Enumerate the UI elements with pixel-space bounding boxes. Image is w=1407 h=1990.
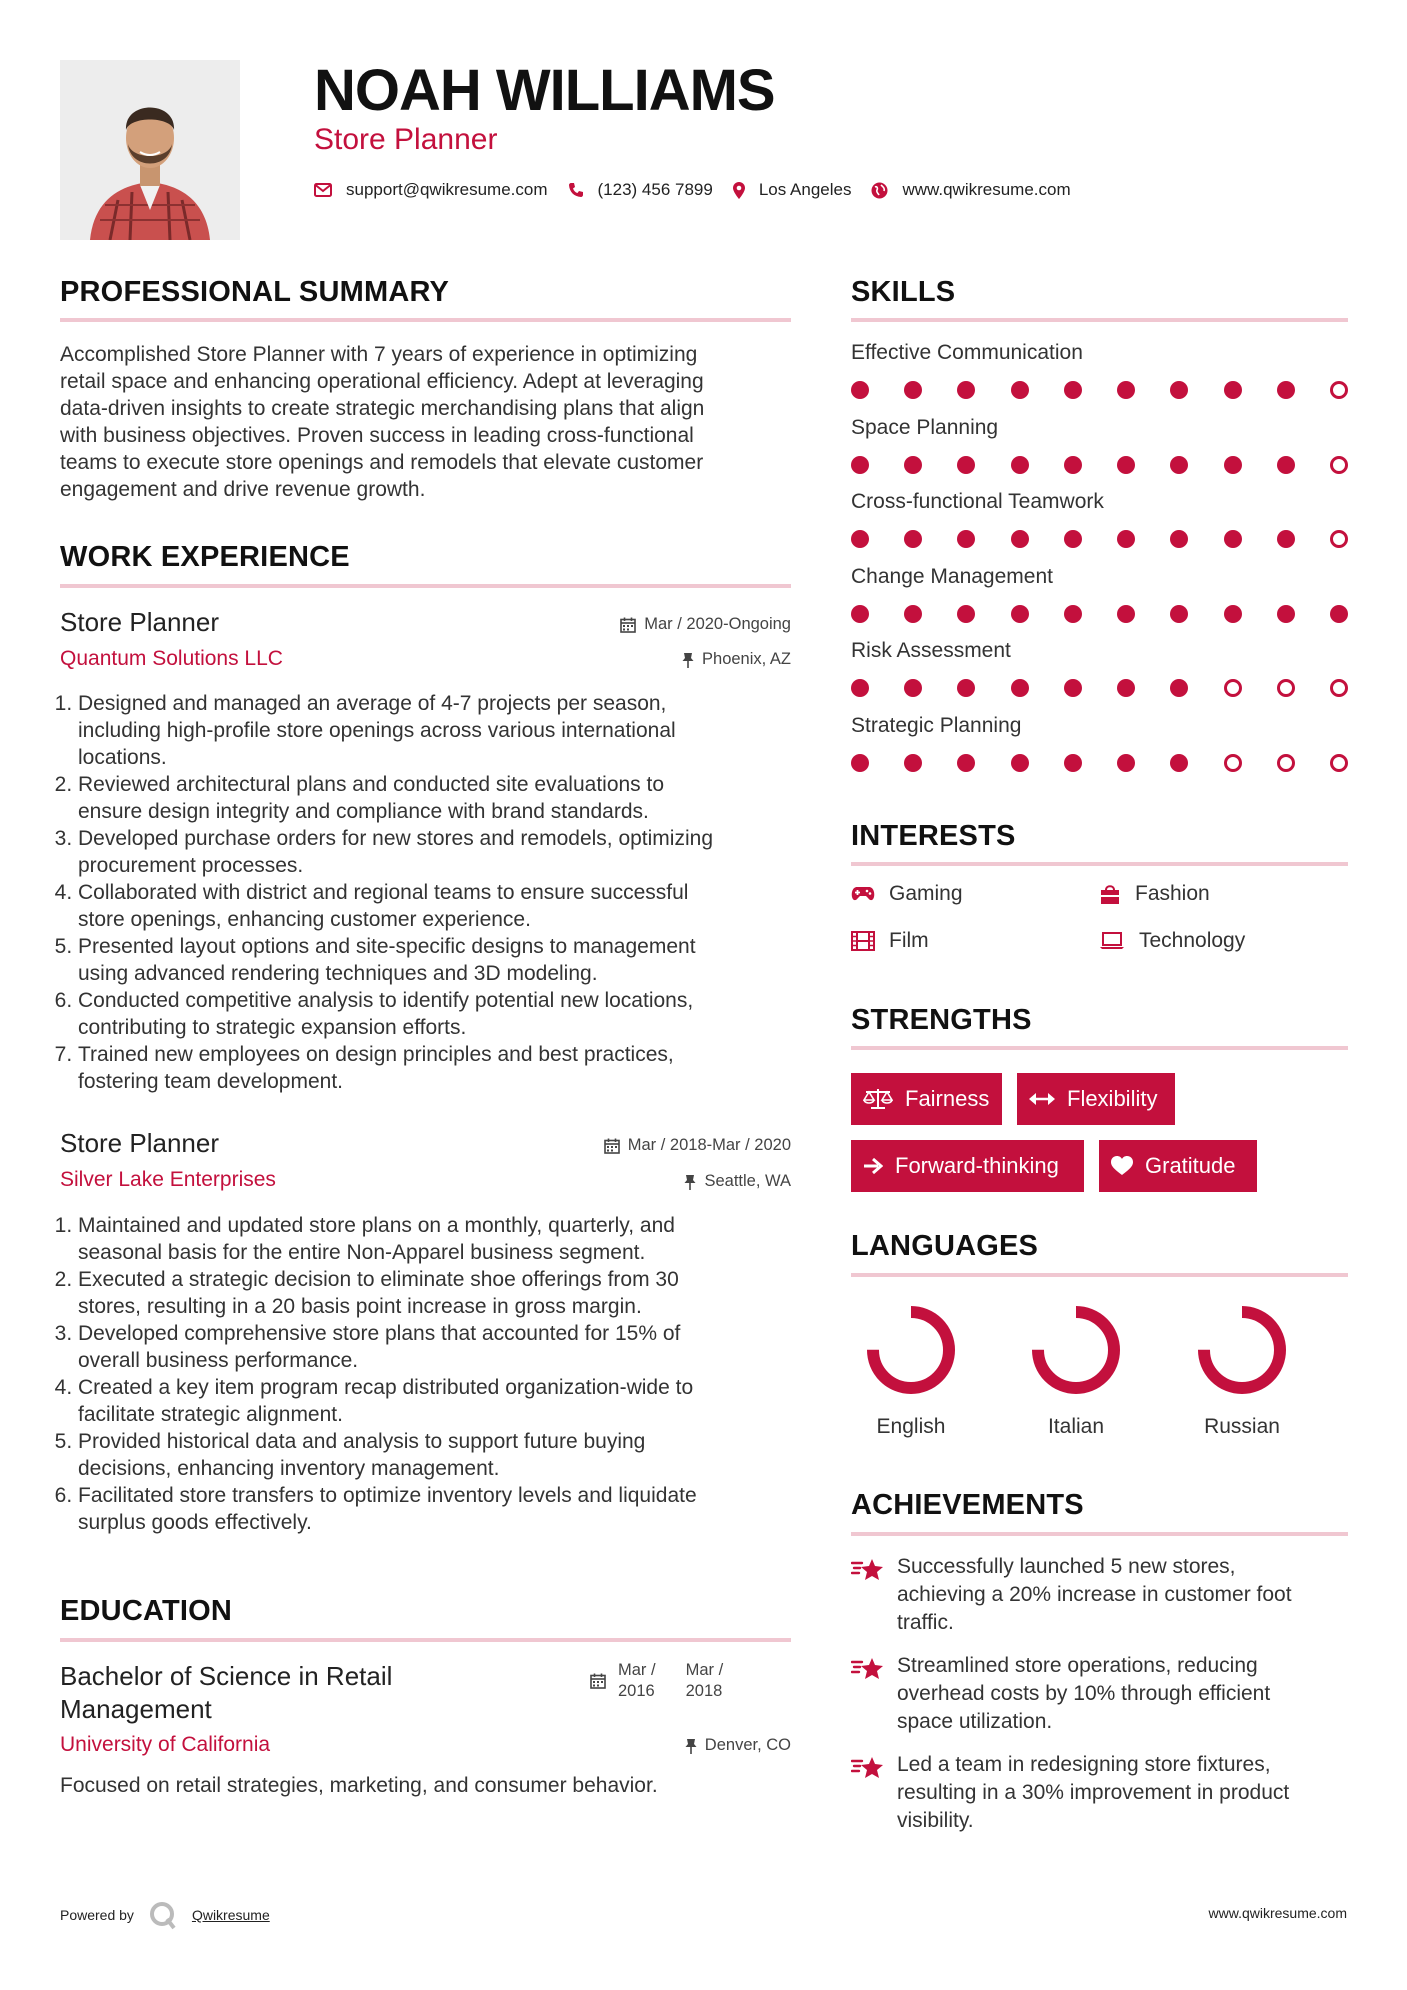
calendar-icon [604, 1138, 620, 1154]
rating-dot-empty [1330, 679, 1348, 697]
pushpin-icon [684, 1174, 696, 1190]
skill-rating [851, 605, 1348, 623]
job-location-text: Seattle, WA [704, 1172, 791, 1190]
rating-dot-filled [1224, 381, 1242, 399]
rating-dot-filled [1170, 456, 1188, 474]
list-item: 3. Developed comprehensive store plans that accounted for 15% of overall business performance. [78, 1320, 800, 1374]
contact-bar [314, 176, 1091, 204]
achievement-item [851, 1652, 1270, 1736]
achievement-line: Successfully launched 5 new stores, [897, 1555, 1236, 1578]
achievement-item [851, 1553, 1292, 1637]
strength-label: Fairness [905, 1086, 990, 1111]
contact-location [733, 180, 852, 200]
skill-rating [851, 381, 1348, 399]
rating-dot-filled [904, 679, 922, 697]
language-level-arc [1038, 1312, 1114, 1388]
footer-url[interactable]: www.qwikresume.com [1208, 1905, 1347, 1921]
rating-dot-empty [1277, 679, 1295, 697]
language-level-ring [861, 1300, 961, 1400]
job-dates-text: Mar / 2018-Mar / 2020 [627, 1136, 791, 1154]
qwikresume-logo-icon [148, 1900, 178, 1930]
job-location [684, 1172, 791, 1191]
contact-email[interactable] [314, 180, 548, 200]
summary-line: engagement and drive revenue growth. [60, 478, 426, 501]
job-title: Store Planner [60, 607, 219, 637]
envelope-icon [314, 183, 332, 197]
rating-dot-filled [1011, 381, 1029, 399]
rating-dot-filled [1170, 381, 1188, 399]
summary-title: PROFESSIONAL SUMMARY [60, 276, 450, 308]
language-level-arc [1204, 1312, 1280, 1388]
achievement-line: traffic. [897, 1611, 954, 1634]
language-name: English [876, 1415, 946, 1438]
school-name: University of California [60, 1733, 271, 1756]
contact-website[interactable] [871, 180, 1070, 200]
achievements-divider [851, 1532, 1348, 1536]
gamepad-icon [851, 886, 875, 902]
degree-line: Management [60, 1694, 212, 1724]
experience-divider [60, 584, 791, 588]
experience-title: WORK EXPERIENCE [60, 541, 350, 573]
company-name: Quantum Solutions LLC [60, 647, 283, 670]
achievement-line: Led a team in redesigning store fixtures, [897, 1753, 1271, 1776]
start-month: Mar / [618, 1661, 656, 1679]
list-item: 3. Developed purchase orders for new stores and remodels, optimizing procurement processes. [78, 825, 800, 879]
film-icon [851, 931, 875, 951]
rating-dot-empty [1330, 381, 1348, 399]
interest-label: Technology [1139, 929, 1246, 952]
summary-line: Accomplished Store Planner with 7 years of experience in optimizing [60, 343, 698, 366]
strength-label: Gratitude [1145, 1153, 1236, 1178]
job-dates [620, 615, 791, 634]
rating-dot-filled [1011, 456, 1029, 474]
rating-dot-filled [1170, 605, 1188, 623]
language-name: Russian [1204, 1415, 1280, 1438]
rating-dot-filled [904, 530, 922, 548]
education-dates [590, 1660, 723, 1702]
rating-dot-empty [1277, 754, 1295, 772]
globe-icon [871, 182, 888, 199]
interest-item [851, 929, 929, 953]
interest-item [1099, 929, 1245, 953]
phone-icon [568, 182, 584, 198]
rating-dot-empty [1224, 679, 1242, 697]
job-location-text: Phoenix, AZ [702, 650, 791, 668]
heart-icon [1111, 1156, 1133, 1176]
rating-dot-filled [851, 605, 869, 623]
arrows-horizontal-icon [1029, 1092, 1055, 1106]
rating-dot-filled [851, 530, 869, 548]
summary-line: data-driven insights to create strategic merchandising plans that align [60, 397, 705, 420]
strengths-divider [851, 1046, 1348, 1050]
job-dates-text: Mar / 2020-Ongoing [644, 615, 791, 633]
languages-title: LANGUAGES [851, 1230, 1039, 1262]
rating-dot-filled [1170, 754, 1188, 772]
rating-dot-filled [1117, 530, 1135, 548]
candidate-role: Store Planner [314, 123, 498, 156]
rating-dot-filled [957, 381, 975, 399]
list-item: 1. Maintained and updated store plans on a monthly, quarterly, and seasonal basis for the entire Non-Apparel business segment. [78, 1212, 800, 1266]
profile-photo [60, 60, 240, 240]
job-title: Store Planner [60, 1128, 219, 1158]
list-item: 2. Executed a strategic decision to eliminate shoe offerings from 30 stores, resulting in a 20 basis point increase in gross margin. [78, 1266, 800, 1320]
list-item: 4. Collaborated with district and regional teams to ensure successful store openings, enhancing customer experience. [78, 879, 800, 933]
rating-dot-filled [851, 456, 869, 474]
languages-divider [851, 1273, 1348, 1277]
rating-dot-filled [1117, 679, 1135, 697]
pushpin-icon [685, 1738, 697, 1754]
skill-name: Strategic Planning [851, 713, 1022, 737]
company-name: Silver Lake Enterprises [60, 1168, 276, 1191]
interest-label: Gaming [889, 882, 963, 905]
rating-dot-filled [1117, 605, 1135, 623]
interest-item [1099, 882, 1210, 906]
rating-dot-filled [1011, 679, 1029, 697]
job-bullets [60, 1212, 800, 1536]
rating-dot-filled [1064, 754, 1082, 772]
rating-dot-filled [1224, 530, 1242, 548]
list-item: 6. Conducted competitive analysis to identify potential new locations, contributing to strategic expansion efforts. [78, 987, 800, 1041]
skill-name: Change Management [851, 564, 1053, 588]
rating-dot-filled [1064, 456, 1082, 474]
rating-dot-empty [1330, 456, 1348, 474]
rating-dot-filled [904, 754, 922, 772]
skills-divider [851, 318, 1348, 322]
rating-dot-filled [1117, 456, 1135, 474]
rating-dot-filled [1277, 530, 1295, 548]
skills-title: SKILLS [851, 276, 956, 308]
interests-title: INTERESTS [851, 820, 1016, 852]
brand-link[interactable]: Qwikresume [191, 1907, 270, 1923]
achievement-line: visibility. [897, 1809, 974, 1832]
rating-dot-filled [904, 456, 922, 474]
rating-dot-empty [1330, 754, 1348, 772]
rating-dot-filled [957, 679, 975, 697]
arrow-right-icon [863, 1157, 883, 1175]
list-item: 5. Presented layout options and site-specific designs to management using advanced rendering techniques and 3D modeling. [78, 933, 800, 987]
rating-dot-filled [957, 605, 975, 623]
strength-tag [851, 1140, 1084, 1192]
shooting-star-icon [851, 1654, 885, 1684]
end-year: 2018 [685, 1682, 723, 1700]
rating-dot-filled [1330, 605, 1348, 623]
summary-line: teams to execute store openings and remodels that elevate customer [60, 451, 704, 474]
list-item: 1. Designed and managed an average of 4-7 projects per season, including high-profile store openings across various international locations. [78, 690, 800, 771]
skill-name: Effective Communication [851, 341, 1083, 364]
rating-dot-empty [1330, 530, 1348, 548]
achievement-line: overhead costs by 10% through efficient [897, 1682, 1271, 1705]
education-divider [60, 1638, 791, 1642]
rating-dot-filled [957, 754, 975, 772]
rating-dot-filled [1064, 530, 1082, 548]
map-pin-icon [733, 182, 745, 199]
summary-line: with business objectives. Proven success in leading cross-functional [60, 424, 694, 447]
rating-dot-empty [1224, 754, 1242, 772]
language-name: Italian [1047, 1415, 1105, 1438]
skill-rating [851, 679, 1348, 697]
powered-by-text: Powered by [60, 1907, 134, 1923]
list-item: 4. Created a key item program recap distributed organization-wide to facilitate strategic alignment. [78, 1374, 800, 1428]
interest-item [851, 882, 963, 906]
job-bullets [60, 690, 800, 1095]
summary-divider [60, 318, 791, 322]
degree-name [60, 1660, 392, 1726]
rating-dot-filled [1170, 530, 1188, 548]
rating-dot-filled [1011, 754, 1029, 772]
phone-text: (123) 456 7899 [597, 180, 713, 199]
education-title: EDUCATION [60, 1595, 233, 1627]
rating-dot-filled [1117, 381, 1135, 399]
rating-dot-filled [1277, 605, 1295, 623]
rating-dot-filled [904, 381, 922, 399]
skill-rating [851, 530, 1348, 548]
skill-name: Risk Assessment [851, 639, 1011, 662]
language-level-arc [873, 1312, 949, 1388]
rating-dot-filled [957, 530, 975, 548]
end-month: Mar / [685, 1661, 724, 1679]
strength-tag [1017, 1073, 1175, 1125]
interests-divider [851, 862, 1348, 866]
skill-name: Space Planning [851, 415, 999, 439]
pushpin-icon [682, 652, 694, 668]
strength-label: Flexibility [1067, 1086, 1158, 1111]
strength-tag [1099, 1140, 1257, 1192]
degree-line: Bachelor of Science in Retail [60, 1661, 393, 1691]
achievement-line: achieving a 20% increase in customer foot [897, 1583, 1292, 1606]
laptop-icon [1099, 932, 1125, 950]
achievement-line: resulting in a 30% improvement in product [897, 1781, 1290, 1804]
skill-rating [851, 456, 1348, 474]
rating-dot-filled [1277, 381, 1295, 399]
language-level-ring [1192, 1300, 1292, 1400]
start-year: 2016 [618, 1682, 655, 1700]
shooting-star-icon [851, 1555, 885, 1585]
shooting-star-icon [851, 1753, 885, 1783]
contact-phone[interactable] [568, 180, 713, 200]
summary-line: retail space and enhancing operational efficiency. Adept at leveraging [60, 370, 704, 393]
education-location [685, 1736, 791, 1755]
email-text: support@qwikresume.com [346, 180, 548, 199]
balance-scale-icon [863, 1088, 893, 1110]
rating-dot-filled [851, 381, 869, 399]
interest-label: Film [889, 929, 929, 952]
skill-rating [851, 754, 1348, 772]
summary-text [60, 341, 791, 503]
candidate-name: NOAH WILLIAMS [314, 58, 775, 123]
location-text: Los Angeles [758, 180, 852, 199]
rating-dot-filled [1277, 456, 1295, 474]
footer-powered-by [60, 1900, 270, 1930]
rating-dot-filled [1011, 605, 1029, 623]
strength-label: Forward-thinking [895, 1153, 1059, 1178]
list-item: 6. Facilitated store transfers to optimize inventory levels and liquidate surplus goods effectively. [78, 1482, 800, 1536]
education-description: Focused on retail strategies, marketing, and consumer behavior. [60, 1774, 658, 1797]
achievement-line: space utilization. [897, 1710, 1053, 1733]
rating-dot-filled [1064, 381, 1082, 399]
website-text: www.qwikresume.com [902, 180, 1071, 199]
shopping-bag-icon [1099, 883, 1121, 905]
rating-dot-filled [1064, 679, 1082, 697]
job-location [682, 650, 791, 669]
rating-dot-filled [1011, 530, 1029, 548]
list-item: 2. Reviewed architectural plans and conducted site evaluations to ensure design integrity and compliance with brand standards. [78, 771, 800, 825]
list-item: 7. Trained new employees on design principles and best practices, fostering team development. [78, 1041, 800, 1095]
rating-dot-filled [1064, 605, 1082, 623]
interest-label: Fashion [1135, 882, 1210, 905]
job-dates [604, 1136, 791, 1155]
list-item: 5. Provided historical data and analysis to support future buying decisions, enhancing inventory management. [78, 1428, 800, 1482]
skill-name: Cross-functional Teamwork [851, 490, 1104, 513]
achievements-title: ACHIEVEMENTS [851, 1489, 1084, 1521]
rating-dot-filled [851, 754, 869, 772]
achievement-item [851, 1751, 1289, 1835]
rating-dot-filled [904, 605, 922, 623]
rating-dot-filled [1170, 679, 1188, 697]
achievement-line: Streamlined store operations, reducing [897, 1654, 1258, 1677]
rating-dot-filled [957, 456, 975, 474]
calendar-icon [620, 617, 636, 633]
language-level-ring [1026, 1300, 1126, 1400]
rating-dot-filled [851, 679, 869, 697]
education-location-text: Denver, CO [704, 1736, 791, 1754]
rating-dot-filled [1224, 456, 1242, 474]
strength-tag [851, 1073, 1002, 1125]
rating-dot-filled [1224, 605, 1242, 623]
strengths-title: STRENGTHS [851, 1004, 1032, 1036]
calendar-icon [590, 1673, 606, 1689]
rating-dot-filled [1117, 754, 1135, 772]
